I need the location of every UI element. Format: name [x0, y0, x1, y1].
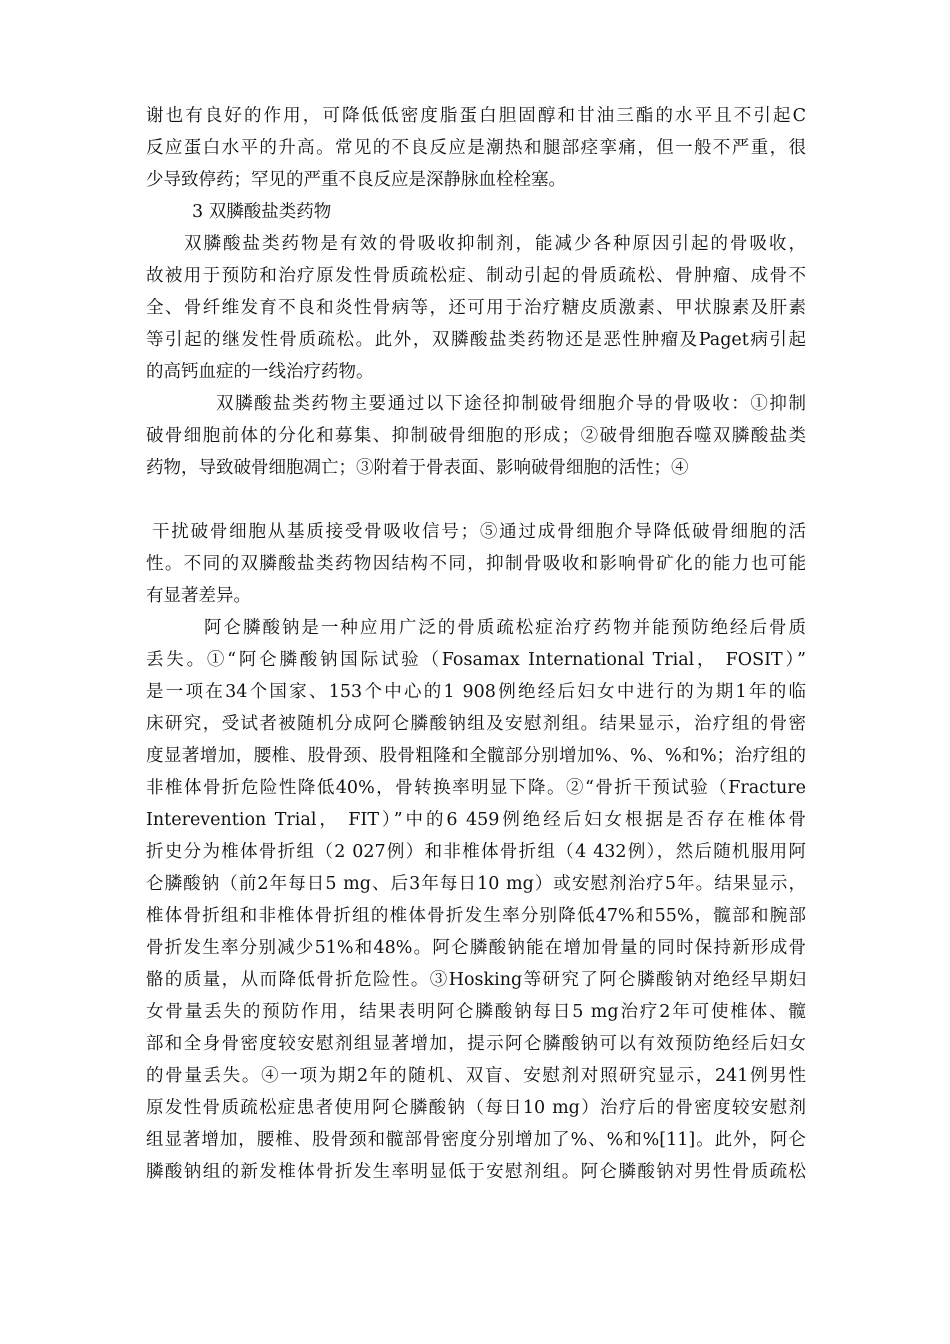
paragraph-bisphosphonates-intro — [146, 228, 806, 388]
paragraph-mechanism — [146, 388, 806, 484]
text-line: 丢失。①“阿仑膦酸钠国际试验（Fosamax International Trial， FOSIT）” — [146, 650, 806, 670]
text-line: 干扰破骨细胞从基质接受骨吸收信号；⑤通过成骨细胞介导降低破骨细胞的活 — [152, 522, 806, 542]
text-line: 谢也有良好的作用，可降低低密度脂蛋白胆固醇和甘油三酯的水平且不引起C — [146, 106, 806, 126]
text-line: 等引起的继发性骨质疏松。此外，双膦酸盐类药物还是恶性肿瘤及Paget病引起 — [146, 330, 806, 350]
text-line: 度显著增加，腰椎、股骨颈、股骨粗隆和全髋部分别增加%、%、%和%；治疗组的 — [146, 746, 806, 766]
paragraph-continuation — [146, 100, 806, 196]
text-line: 的骨量丢失。④一项为期2年的随机、双盲、安慰剂对照研究显示，241例男性 — [146, 1066, 806, 1086]
text-line: 破骨细胞前体的分化和募集、抑制破骨细胞的形成；②破骨细胞吞噬双膦酸盐类 — [146, 426, 806, 446]
text-line: 阿仑膦酸钠是一种应用广泛的骨质疏松症治疗药物并能预防绝经后骨质 — [204, 618, 806, 638]
text-line: 全、骨纤维发育不良和炎性骨病等，还可用于治疗糖皮质激素、甲状腺素及肝素 — [146, 298, 806, 318]
text-line: 的高钙血症的一线治疗药物。 — [146, 362, 374, 382]
text-line: 双膦酸盐类药物主要通过以下途径抑制破骨细胞介导的骨吸收：①抑制 — [216, 394, 806, 414]
text-line: 部和全身骨密度较安慰剂组显著增加，提示阿仑膦酸钠可以有效预防绝经后妇女 — [146, 1034, 806, 1054]
heading-line: 3 双膦酸盐类药物 — [192, 202, 332, 222]
text-line: 仑膦酸钠（前2年每日5 mg、后3年每日10 mg）或安慰剂治疗5年。结果显示， — [146, 874, 806, 894]
text-line: 椎体骨折组和非椎体骨折组的椎体骨折发生率分别降低47%和55%，髋部和腕部 — [146, 906, 806, 926]
text-line: 折史分为椎体骨折组（2 027例）和非椎体骨折组（4 432例），然后随机服用阿 — [146, 842, 806, 862]
section-heading — [146, 196, 806, 228]
paragraph-alendronate — [146, 612, 806, 1188]
text-line: 原发性骨质疏松症患者使用阿仑膦酸钠（每日10 mg）治疗后的骨密度较安慰剂 — [146, 1098, 806, 1118]
text-line: 是一项在34个国家、153个中心的1 908例绝经后妇女中进行的为期1年的临 — [146, 682, 806, 702]
text-line: 性。不同的双膦酸盐类药物因结构不同，抑制骨吸收和影响骨矿化的能力也可能 — [146, 554, 806, 574]
text-line: 有显著差异。 — [146, 586, 251, 606]
text-line: Interevention Trial， FIT）”中的6 459例绝经后妇女根据是否存在椎体骨 — [146, 810, 806, 830]
text-line: 组显著增加，腰椎、股骨颈和髋部骨密度分别增加了%、%和%[11]。此外，阿仑 — [146, 1130, 806, 1150]
text-line: 双膦酸盐类药物是有效的骨吸收抑制剂，能减少各种原因引起的骨吸收， — [184, 234, 806, 254]
text-line: 反应蛋白水平的升高。常见的不良反应是潮热和腿部痉挛痛，但一般不严重，很 — [146, 138, 806, 158]
text-line: 骨折发生率分别减少51%和48%。阿仑膦酸钠能在增加骨量的同时保持新形成骨 — [146, 938, 806, 958]
paragraph-mechanism-continuation — [146, 516, 806, 612]
text-line: 骼的质量，从而降低骨折危险性。③Hosking等研究了阿仑膦酸钠对绝经早期妇 — [146, 970, 806, 990]
text-line: 药物，导致破骨细胞凋亡；③附着于骨表面、影响破骨细胞的活性；④ — [146, 458, 689, 478]
text-line: 非椎体骨折危险性降低40%，骨转换率明显下降。②“骨折干预试验（Fracture — [146, 778, 806, 798]
text-line: 女骨量丢失的预防作用，结果表明阿仑膦酸钠每日5 mg治疗2年可使椎体、髋 — [146, 1002, 806, 1022]
text-line: 膦酸钠组的新发椎体骨折发生率明显低于安慰剂组。阿仑膦酸钠对男性骨质疏松 — [146, 1162, 806, 1182]
text-line: 床研究，受试者被随机分成阿仑膦酸钠组及安慰剂组。结果显示，治疗组的骨密 — [146, 714, 806, 734]
text-line: 故被用于预防和治疗原发性骨质疏松症、制动引起的骨质疏松、骨肿瘤、成骨不 — [146, 266, 806, 286]
text-line: 少导致停药；罕见的严重不良反应是深静脉血栓栓塞。 — [146, 170, 566, 190]
